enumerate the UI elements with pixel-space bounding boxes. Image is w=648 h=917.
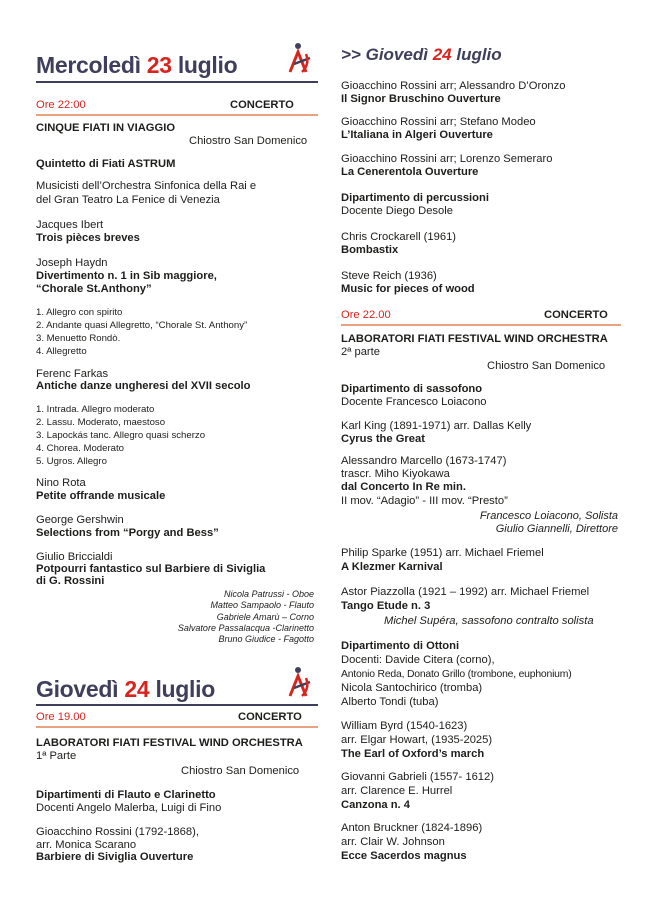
composer: Steve Reich (1936)	[341, 270, 437, 282]
time-label: Ore 22.00	[341, 309, 391, 321]
work-title: L’Italiana in Algeri Ouverture	[341, 129, 493, 141]
performers-list	[140, 589, 314, 645]
work-title: Divertimento n. 1 in Sib maggiore,	[36, 270, 217, 282]
teachers: Alberto Tondi (tuba)	[341, 696, 439, 708]
performer: Matteo Sampaolo - Flauto	[210, 600, 314, 611]
venue: Chiostro San Domenico	[189, 135, 308, 147]
event-part: 2ª parte	[341, 346, 380, 358]
time-label: Ore 22:00	[36, 99, 86, 111]
teachers: Docente Diego Desole	[341, 205, 453, 217]
movement: 3. Lapockás tanc. Allegro quasi scherzo	[36, 430, 206, 441]
day-header-continued	[341, 45, 502, 65]
header-day: Giovedì	[36, 676, 119, 702]
work-title: Bombastix	[341, 244, 399, 256]
work-title: Antiche danze ungheresi del XVII secolo	[36, 380, 251, 392]
movement: 4. Allegretto	[36, 346, 87, 357]
section-rule	[341, 324, 621, 326]
composer: George Gershwin	[36, 514, 124, 526]
event-title: LABORATORI FIATI FESTIVAL WIND ORCHESTRA	[36, 737, 303, 749]
section-rule	[36, 726, 318, 728]
work-title: The Earl of Oxford’s march	[341, 748, 485, 760]
work-title: Selections from “Porgy and Bess”	[36, 527, 219, 539]
composer: Ferenc Farkas	[36, 368, 109, 380]
arranger: trascr. Miho Kiyokawa	[341, 468, 450, 480]
festival-logo-icon	[284, 666, 314, 700]
header-day: Giovedì	[365, 45, 428, 64]
section-rule	[36, 114, 318, 116]
day-header-thursday	[36, 676, 215, 703]
work-title: Music for pieces of wood	[341, 283, 475, 295]
composer: Anton Bruckner (1824-1896)	[341, 822, 483, 834]
arranger: arr. Elgar Howart, (1935-2025)	[341, 734, 493, 746]
department: Dipartimento di percussioni	[341, 192, 489, 204]
arranger: arr. Clair W. Johnson	[341, 836, 445, 848]
concert-label: CONCERTO	[238, 711, 302, 723]
header-month: luglio	[456, 45, 502, 64]
ensemble-desc: Musicisti dell’Orchestra Sinfonica della Rai e	[36, 180, 257, 192]
movement: 4. Chorea. Moderato	[36, 443, 124, 454]
composer: Joseph Haydn	[36, 257, 108, 269]
work-title: “Chorale St.Anthony”	[36, 283, 152, 295]
teachers: Docente Francesco Loiacono	[341, 396, 487, 408]
header-day: Mercoledì	[36, 52, 141, 78]
header-month: luglio	[155, 676, 215, 702]
arranger: arr. Clarence E. Hurrel	[341, 785, 453, 797]
movement: 1. Allegro con spirito	[36, 307, 123, 318]
work-title: Trois pièces breves	[36, 232, 140, 244]
composer: Gioacchino Rossini arr; Stefano Modeo	[341, 116, 536, 128]
header-month: luglio	[177, 52, 238, 78]
movements: II mov. “Adagio” - III mov. “Presto”	[341, 495, 508, 507]
work-title: La Cenerentola Ouverture	[341, 166, 479, 178]
soloists	[430, 510, 618, 536]
venue: Chiostro San Domenico	[487, 360, 606, 372]
composer: Gioacchino Rossini arr; Alessandro D’Oronzo	[341, 80, 566, 92]
composer: Nino Rota	[36, 477, 86, 489]
movement: 3. Menuetto Rondò.	[36, 333, 121, 344]
concert-label: CONCERTO	[544, 309, 608, 321]
composer: Karl King (1891-1971) arr. Dallas Kelly	[341, 420, 532, 432]
work-title: Petite offrande musicale	[36, 490, 166, 502]
department: Dipartimenti di Flauto e Clarinetto	[36, 789, 216, 801]
header-num: 23	[146, 52, 172, 78]
concert-label: CONCERTO	[230, 99, 294, 111]
event-title: LABORATORI FIATI FESTIVAL WIND ORCHESTRA	[341, 333, 608, 345]
composer: Giulio Briccialdi	[36, 551, 113, 563]
department: Dipartimento di Ottoni	[341, 640, 460, 652]
ensemble-desc: del Gran Teatro La Fenice di Venezia	[36, 194, 220, 206]
movement: 2. Lassu. Moderato, maestoso	[36, 417, 166, 428]
work-title: Ecce Sacerdos magnus	[341, 850, 467, 862]
continue-marker: >>	[341, 45, 361, 64]
composer: Astor Piazzolla (1921 – 1992) arr. Michael Friemel	[341, 586, 590, 598]
movement: 2. Andante quasi Allegretto, “Chorale St. Anthony”	[36, 320, 248, 331]
work-title: Barbiere di Siviglia Ouverture	[36, 851, 194, 863]
teachers: Docenti Angelo Malerba, Luigi di Fino	[36, 802, 222, 814]
composer: Alessandro Marcello (1673-1747)	[341, 455, 507, 467]
festival-logo-icon	[284, 42, 314, 76]
performer: Salvatore Passalacqua -Clarinetto	[177, 622, 314, 633]
header-rule	[36, 81, 318, 83]
day-header-wednesday	[36, 52, 237, 79]
work-title: Cyrus the Great	[341, 433, 425, 445]
composer: Giovanni Gabrieli (1557- 1612)	[341, 771, 494, 783]
composer: Gioacchino Rossini arr; Lorenzo Semeraro	[341, 153, 553, 165]
venue: Chiostro San Domenico	[181, 765, 300, 777]
event-part: 1ª Parte	[36, 750, 77, 762]
work-title: Canzona n. 4	[341, 799, 410, 811]
event-title: CINQUE FIATI IN VIAGGIO	[36, 122, 176, 134]
work-title: A Klezmer Karnival	[341, 561, 443, 573]
work-title: Tango Etude n. 3	[341, 600, 431, 612]
teachers: Antonio Reda, Donato Grillo (trombone, euphonium)	[341, 669, 572, 680]
composer: William Byrd (1540-1623)	[341, 720, 468, 732]
header-num: 24	[432, 45, 452, 64]
time-label: Ore 19.00	[36, 711, 86, 723]
composer: Chris Crockarell (1961)	[341, 231, 457, 243]
soloist: Michel Supéra, sassofono contralto solista	[384, 615, 594, 627]
work-title: Il Signor Bruschino Ouverture	[341, 93, 501, 105]
performer: Nicola Patrussi - Oboe	[223, 589, 314, 599]
movement: 5. Ugros. Allegro	[36, 456, 107, 467]
ensemble-name: Quintetto di Fiati ASTRUM	[36, 158, 176, 170]
work-title: dal Concerto In Re min.	[341, 481, 466, 493]
conductor: Giulio Giannelli, Direttore	[495, 523, 618, 535]
performer: Bruno Giudice - Fagotto	[218, 634, 314, 645]
performer: Gabriele Amarù – Corno	[216, 611, 314, 622]
soloist: Francesco Loiacono, Solista	[479, 510, 618, 522]
header-num: 24	[124, 676, 150, 702]
arranger: arr. Monica Scarano	[36, 839, 137, 851]
teachers: Docenti: Davide Citera (corno),	[341, 654, 495, 666]
composer: Gioacchino Rossini (1792-1868),	[36, 826, 199, 838]
teachers: Nicola Santochirico (tromba)	[341, 682, 483, 694]
composer: Jacques Ibert	[36, 219, 104, 231]
work-title: di G. Rossini	[36, 575, 105, 587]
header-rule	[36, 704, 318, 706]
composer: Philip Sparke (1951) arr. Michael Friemel	[341, 547, 544, 559]
department: Dipartimento di sassofono	[341, 383, 483, 395]
movement: 1. Intrada. Allegro moderato	[36, 404, 155, 415]
work-title: Potpourri fantastico sul Barbiere di Siviglia	[36, 563, 266, 575]
